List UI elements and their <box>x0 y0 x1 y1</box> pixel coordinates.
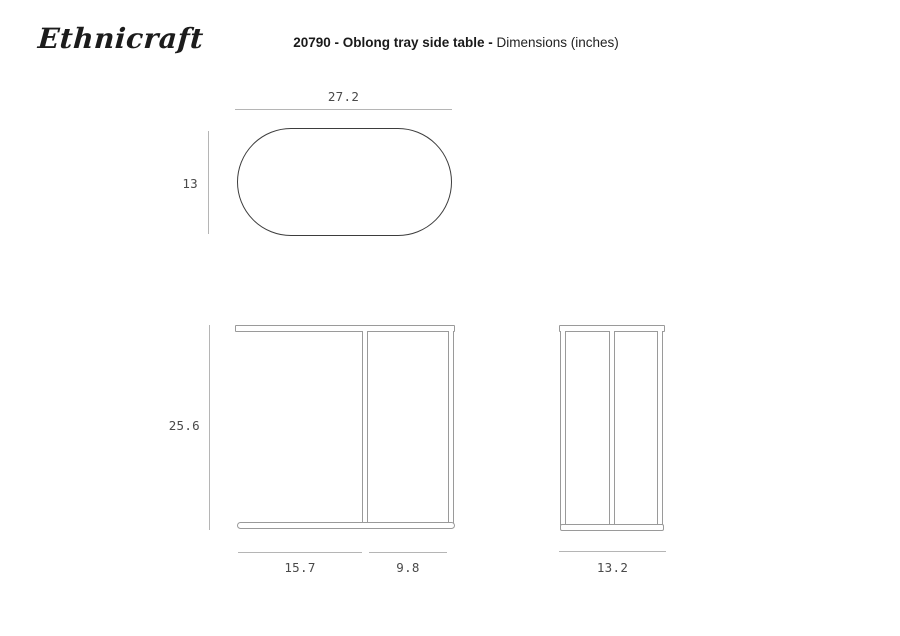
top-view-width-label: 27.2 <box>327 89 360 104</box>
brand-logo: Ethnicraft <box>36 22 205 55</box>
page-title <box>293 35 619 50</box>
front-view-height-label: 25.6 <box>168 418 200 433</box>
side-view-right-leg <box>657 331 663 525</box>
top-view-width-dimension-line <box>235 109 452 110</box>
front-view-leg-span-dimension-line <box>369 552 447 553</box>
top-view-depth-label: 13 <box>182 176 198 191</box>
front-view-leg-span-label: 9.8 <box>396 560 420 575</box>
product-title: 20790 - Oblong tray side table - <box>293 35 493 50</box>
tray-top-outline <box>237 128 452 236</box>
front-view-open-span-label: 15.7 <box>284 560 316 575</box>
side-view-width-dimension-line <box>559 551 666 552</box>
side-view-base <box>560 524 664 531</box>
front-view-tabletop <box>235 325 455 332</box>
front-view-sled-base <box>237 522 455 529</box>
front-view-middle-leg <box>362 331 368 523</box>
front-view-height-dimension-line <box>209 325 210 530</box>
front-view-open-span-dimension-line <box>238 552 362 553</box>
front-view-right-leg <box>448 331 454 523</box>
side-view-middle-support <box>609 331 615 525</box>
title-subtitle: Dimensions (inches) <box>496 35 619 50</box>
side-view-left-leg <box>560 331 566 525</box>
side-view-width-label: 13.2 <box>596 560 629 575</box>
top-view-depth-dimension-line <box>208 131 209 234</box>
